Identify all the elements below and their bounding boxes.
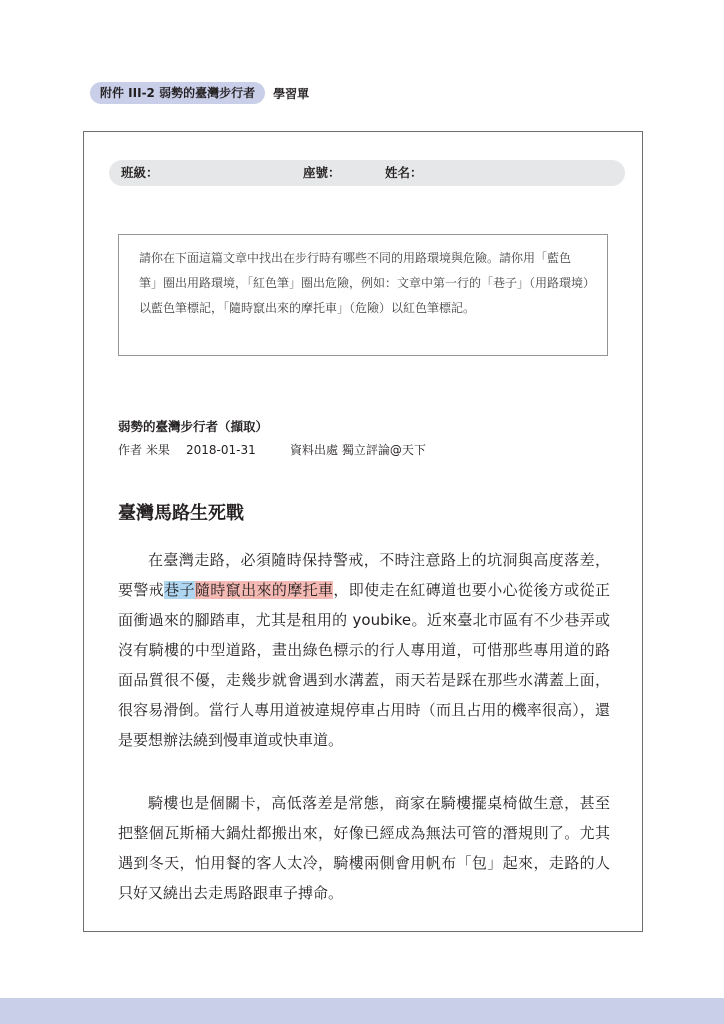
name-field-label: 姓名： bbox=[385, 165, 423, 180]
paragraph-2: 騎樓也是個關卡，高低落差是常態，商家在騎樓擺桌椅做生意，甚至把整個瓦斯桶大鍋灶都搬出來，好像已經成為無法可管的潛規則了。尤其遇到冬天，怕用餐的客人太冷，騎樓兩側會用帆布「包」起來，走路的人只好又繞出去走馬路跟車子搏命。 bbox=[118, 794, 610, 902]
paragraph-1-text-end: ，即使走在紅磚道也要小心從後方或從正面衝過來的腳踏車，尤其是租用的 youbike。近來臺北市區有不少巷弄或沒有騎樓的中型道路，畫出綠色標示的行人專用道，可惜那些專用道的路面品質很不優，走幾步就會遇到水溝蓋，雨天若是踩在那些水溝蓋上面，很容易滑倒。當行人專用道被違規停車占用時（而且占用的機率很高），還是要想辦法繞到慢車道或快車道。 bbox=[118, 581, 610, 749]
article-source: 資料出處 獨立評論@天下 bbox=[290, 443, 426, 457]
section-heading: 臺灣馬路生死戰 bbox=[118, 503, 244, 524]
highlight-blue-road-environment: 巷子 bbox=[164, 581, 195, 599]
worksheet-label: 學習單 bbox=[273, 86, 310, 101]
highlight-red-danger: 隨時竄出來的摩托車 bbox=[194, 581, 334, 599]
paragraph-1-text-start: 在臺灣走路，必須隨時保持警戒，不時注意路上的坑洞與高度落差，要警戒 bbox=[118, 551, 610, 599]
student-info-bar bbox=[109, 160, 625, 186]
class-field-label: 班級： bbox=[121, 165, 159, 180]
article-author: 作者 米果 bbox=[118, 443, 170, 457]
article-title: 弱勢的臺灣步行者（擷取） bbox=[118, 419, 269, 434]
footer-band bbox=[0, 998, 724, 1024]
instructions-box: 請你在下面這篇文章中找出在步行時有哪些不同的用路環境與危險。請你用「藍色筆」圈出用路環境，「紅色筆」圈出危險，例如：文章中第一行的「巷子」（用路環境）以藍色筆標記，「隨時竄出來的摩托車」（危險）以紅色筆標記。 bbox=[118, 234, 608, 356]
article-meta bbox=[118, 441, 426, 458]
paragraph-1 bbox=[118, 545, 610, 755]
article-date: 2018-01-31 bbox=[186, 443, 256, 457]
appendix-tag: 附件 III-2 弱勢的臺灣步行者 bbox=[90, 82, 265, 104]
seat-number-field-label: 座號： bbox=[303, 165, 341, 180]
page-header bbox=[90, 82, 309, 104]
